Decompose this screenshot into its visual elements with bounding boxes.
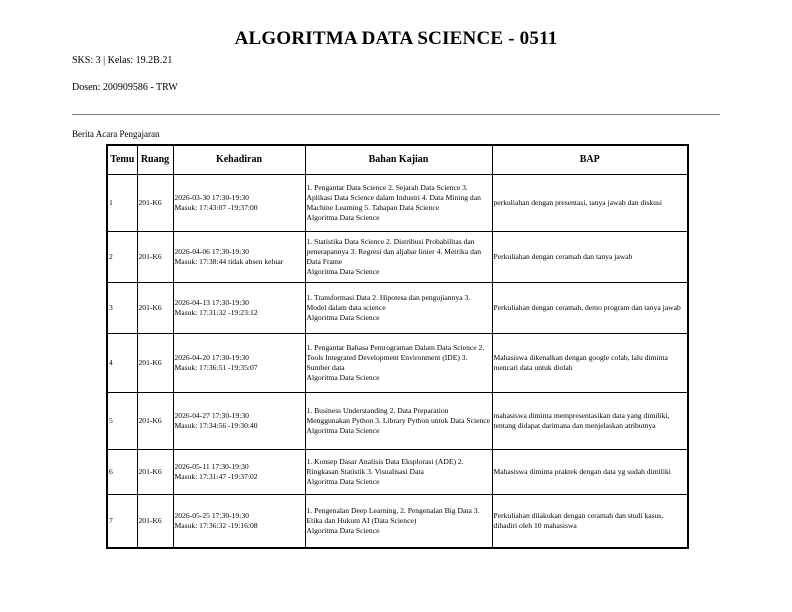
table-row — [107, 334, 688, 393]
course-name: Algoritma Data Science — [306, 426, 380, 435]
bap-text: Perkuliahan dengan ceramah dan tanya jawab — [492, 232, 688, 283]
attendance-time: Masuk: 17:36:51 -19:35:07 — [174, 363, 258, 372]
attendance-cell — [173, 232, 305, 283]
header-kehadiran: Kehadiran — [173, 145, 305, 175]
schedule-time: 2026-04-27 17:30-19:30 — [174, 411, 249, 420]
topics-text: 1. Pengenalan Deep Learning, 2. Pengenalan Big Data 3. Etika dan Hukum AI (Data Science) — [306, 506, 480, 525]
attendance-cell — [173, 283, 305, 334]
schedule-time: 2026-05-11 17:30-19:30 — [174, 462, 249, 471]
topics-text: 1. Konsep Dasar Analisis Data Eksplorasi (ADE) 2. Ringkasan Statistik 3. Visualisasi Data — [306, 457, 464, 476]
topics-cell — [305, 232, 492, 283]
topics-cell — [305, 283, 492, 334]
course-name: Algoritma Data Science — [306, 267, 380, 276]
attendance-cell — [173, 393, 305, 450]
meeting-number: 2 — [107, 232, 137, 283]
attendance-time: Masuk: 17:34:56 -19:30:40 — [174, 421, 258, 430]
topics-cell — [305, 495, 492, 549]
teaching-report-table — [106, 144, 689, 549]
table-row — [107, 232, 688, 283]
table-row — [107, 450, 688, 495]
meeting-number: 5 — [107, 393, 137, 450]
schedule-time: 2026-03-30 17:30-19:30 — [174, 193, 249, 202]
header-bahan-kajian: Bahan Kajian — [305, 145, 492, 175]
horizontal-divider — [72, 114, 720, 115]
topics-text: 1. Transformasi Data 2. Hipotesa dan pengujiannya 3. Model dalam data science — [306, 293, 471, 312]
room: 201-K6 — [137, 175, 173, 232]
bap-text: perkuliahan dengan presentasi, tanya jawab dan diskusi — [492, 175, 688, 232]
bap-text: Perkuliahan dengan ceramah, demo program dan tanya jawab — [492, 283, 688, 334]
meeting-number: 7 — [107, 495, 137, 549]
meeting-number: 1 — [107, 175, 137, 232]
attendance-time: Masuk: 17:38:44 tidak absen keluar — [174, 257, 284, 266]
table-row — [107, 495, 688, 549]
attendance-cell — [173, 334, 305, 393]
bap-text: mahasiswa diminta mempresentasikan data yang dimiliki, tentang didapat darimana dan menjelaskan atributnya — [492, 393, 688, 450]
attendance-time: Masuk: 17:43:07 -19:37:00 — [174, 203, 258, 212]
header-ruang: Ruang — [137, 145, 173, 175]
table-row — [107, 175, 688, 232]
table-row — [107, 283, 688, 334]
meeting-number: 4 — [107, 334, 137, 393]
attendance-time: Masuk: 17:36:32 -19:16:08 — [174, 521, 258, 530]
topics-text: 1. Business Understanding 2. Data Preparation Menggunakan Python 3. Library Python untuk Data Science — [306, 406, 490, 425]
header-bap: BAP — [492, 145, 688, 175]
topics-text: 1. Statistika Data Science 2. Distribusi Probabilitas dan penerapannya 3. Regresi dan aljabar linier 4. Metrika dan Data Frame — [306, 237, 482, 266]
meeting-number: 3 — [107, 283, 137, 334]
course-name: Algoritma Data Science — [306, 477, 380, 486]
attendance-time: Masuk: 17:31:47 -19:37:02 — [174, 472, 258, 481]
topics-text: 1. Pengantar Bahasa Pemrograman Dalam Data Science 2. Tools Integrated Development Environment (IDE) 3. Sumber data — [306, 343, 485, 372]
room: 201-K6 — [137, 450, 173, 495]
section-caption: Berita Acara Pengajaran — [72, 129, 160, 139]
course-name: Algoritma Data Science — [306, 373, 380, 382]
schedule-time: 2026-05-25 17:30-19:30 — [174, 511, 249, 520]
topics-cell — [305, 393, 492, 450]
room: 201-K6 — [137, 232, 173, 283]
course-name: Algoritma Data Science — [306, 313, 380, 322]
table-row — [107, 393, 688, 450]
schedule-time: 2026-04-06 17:30-19:30 — [174, 247, 249, 256]
topics-cell — [305, 334, 492, 393]
attendance-cell — [173, 495, 305, 549]
topics-cell — [305, 175, 492, 232]
bap-text: Perkuliahan dilakukan dengan ceramah dan studi kasus, dihadiri oleh 10 mahasiswa — [492, 495, 688, 549]
attendance-time: Masuk: 17:31:32 -19:23:12 — [174, 308, 258, 317]
lecturer-info: Dosen: 200909586 - TRW — [72, 82, 178, 93]
schedule-time: 2026-04-13 17:30-19:30 — [174, 298, 249, 307]
attendance-cell — [173, 450, 305, 495]
class-info: SKS: 3 | Kelas: 19.2B.21 — [72, 55, 173, 66]
course-name: Algoritma Data Science — [306, 526, 380, 535]
header-temu: Temu — [107, 145, 137, 175]
table-header-row — [107, 145, 688, 175]
topics-cell — [305, 450, 492, 495]
bap-text: Mahasiswa diminta praktek dengan data yg sudah dimiliki — [492, 450, 688, 495]
schedule-time: 2026-04-20 17:30-19:30 — [174, 353, 249, 362]
course-name: Algoritma Data Science — [306, 213, 380, 222]
room: 201-K6 — [137, 495, 173, 549]
meeting-number: 6 — [107, 450, 137, 495]
bap-text: Mahasiswa dikenalkan dengan google colab, lalu diminta mencari data untuk diolah — [492, 334, 688, 393]
room: 201-K6 — [137, 334, 173, 393]
room: 201-K6 — [137, 393, 173, 450]
topics-text: 1. Pengantar Data Science 2. Sejarah Data Science 3. Aplikasi Data Science dalam Industri 4. Data Mining dan Machine Learning 5. Tahapan Data Science — [306, 183, 481, 212]
attendance-cell — [173, 175, 305, 232]
room: 201-K6 — [137, 283, 173, 334]
page-title: ALGORITMA DATA SCIENCE - 0511 — [234, 28, 558, 49]
